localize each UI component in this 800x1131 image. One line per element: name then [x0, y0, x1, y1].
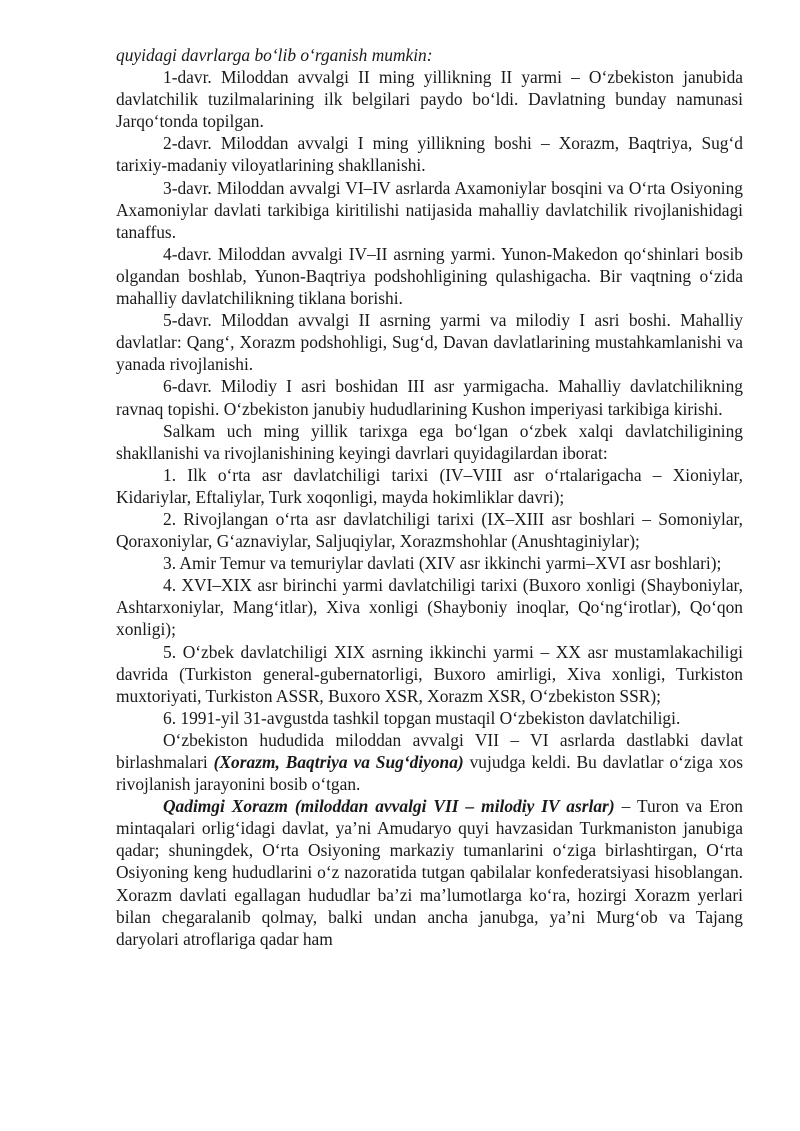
later-periods-intro: Salkam uch ming yillik tarixga ega bo‘lgan o‘zbek xalqi davlatchiligining shakllanishi va rivojlanishining keyingi davrlari quyidagilardan iborat: [116, 420, 743, 463]
later-period-4: 4. XVI–XIX asr birinchi yarmi davlatchiligi tarixi (Buxoro xonligi (Shayboniylar, Ashtarxoniylar, Mang‘itlar), Xiva xonligi (Shayboniy inoqlar, Qo‘ng‘irotlar), Qo‘qon xonligi); [116, 575, 743, 640]
early-states-text-before: O‘zbekiston hududida miloddan avvalgi VII – VI asrlarda dastlabki davlat birlashmalari [116, 729, 743, 772]
period-5: 5-davr. Miloddan avvalgi II asrning yarmi va milodiy I asri boshi. Mahalliy davlatlar: Qang‘, Xorazm podshohligi, Sug‘d, Davan davlatlarining mustahkamlanishi va yanada rivojlanishi. [116, 310, 743, 375]
period-6: 6-davr. Milodiy I asri boshidan III asr yarmigacha. Mahalliy davlatchilikning ravnaq topishi. O‘zbekiston janubiy hududlarining Kushon imperiyasi tarkibiga kirishi. [116, 376, 743, 419]
khorezm-paragraph [116, 795, 743, 950]
intro-line: quyidagi davrlarga bo‘lib o‘rganish mumkin: [116, 45, 433, 65]
period-2: 2-davr. Miloddan avvalgi I ming yillikning boshi – Xorazm, Baqtriya, Sug‘d tarixiy-madaniy viloyatlarining shakllanishi. [116, 133, 743, 176]
later-period-3: 3. Amir Temur va temuriylar davlati (XIV asr ikkinchi yarmi–XVI asr boshlari); [163, 553, 722, 574]
period-3: 3-davr. Miloddan avvalgi VI–IV asrlarda Axamoniylar bosqini va O‘rta Osiyoning Axamoniylar davlati tarkibiga kiritilishi natijasida mahalliy davlatchilik rivojlanishidagi tanaffus. [116, 177, 743, 242]
khorezm-heading: Qadimgi Xorazm (miloddan avvalgi VII – milodiy IV asrlar) [163, 796, 615, 817]
period-1: 1-davr. Miloddan avvalgi II ming yillikning II yarmi – O‘zbekiston janubida davlatchilik tuzilmalarining ilk belgilari paydo bo‘ldi. Davlatning bunday namunasi Jarqo‘tonda topilgan. [116, 67, 743, 132]
later-period-5: 5. O‘zbek davlatchiligi XIX asrning ikkinchi yarmi – XX asr mustamlakachiligi davrida (Turkiston general-gubernatorligi, Buxoro amirligi, Xiva xonligi, Turkiston muxtoriyati, Turkiston ASSR, Buxoro XSR, Xorazm XSR, O‘zbekiston SSR); [116, 641, 743, 706]
period-4: 4-davr. Miloddan avvalgi IV–II asrning yarmi. Yunon-Makedon qo‘shinlari bosib olgandan boshlab, Yunon-Baqtriya podshohligining qulashigacha. Bir vaqtning o‘zida mahalliy davlatchilikning tiklana borishi. [116, 243, 743, 309]
early-states-paragraph [116, 729, 743, 795]
later-period-1: 1. Ilk o‘rta asr davlatchiligi tarixi (IV–VIII asr o‘rtalarigacha – Xioniylar, Kidariylar, Eftaliylar, Turk xoqonligi, mayda hokimliklar davri); [116, 464, 743, 507]
document-page [116, 44, 743, 950]
early-states-text-after: vujudga keldi. Bu davlatlar o‘ziga xos rivojlanish jarayonini bosib o‘tgan. [116, 752, 743, 795]
khorezm-text: – Turon va Eron mintaqalari orlig‘idagi davlat, ya’ni Amudaryo quyi havzasidan Turkmaniston janubiga qadar; shuningdek, O‘rta Osiyoning markaziy tumanlarini o‘ziga birlashtirgan, O‘rta Osiyoning keng hududlarini o‘z nazoratida tutgan qabilalar konfederatsiyasi hisoblangan. Xorazm davlati egallagan hududlar ba’zi ma’lumotlarga ko‘ra, hozirgi Xorazm yerlari bilan chegaralanib qolmay, balki undan ancha janubga, ya’ni Murg‘ob va Tajang daryolari atroflariga qadar ham [116, 796, 743, 949]
later-period-6: 6. 1991-yil 31-avgustda tashkil topgan mustaqil O‘zbekiston davlatchiligi. [163, 707, 681, 728]
early-states-emphasis: (Xorazm, Baqtriya va Sug‘diyona) [213, 752, 464, 772]
later-period-2: 2. Rivojlangan o‘rta asr davlatchiligi tarixi (IX–XIII asr boshlari – Somoniylar, Qoraxoniylar, G‘aznaviylar, Saljuqiylar, Xorazmshohlar (Anushtaginiylar); [116, 508, 743, 552]
